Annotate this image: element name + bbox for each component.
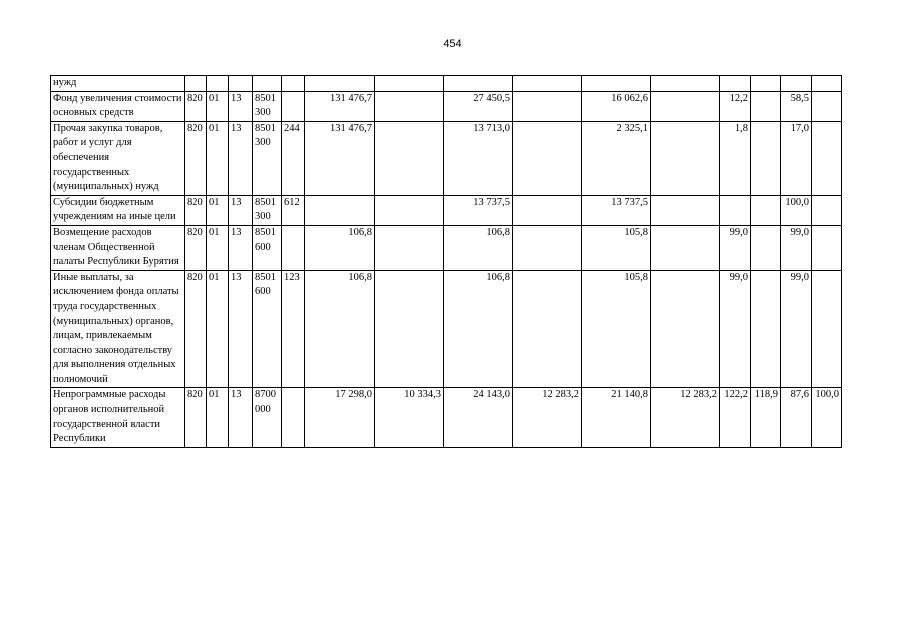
percent-1: 99,0 (720, 225, 751, 270)
amount-1: 106,8 (305, 225, 375, 270)
table-row (51, 195, 842, 225)
percent-1: 122,2 (720, 388, 751, 447)
amount-3: 13 713,0 (444, 121, 513, 195)
expense-type-code: 612 (282, 195, 305, 225)
ministry-code: 820 (185, 91, 207, 121)
target-article-code: 8501 300 (253, 121, 282, 195)
budget-table (50, 75, 842, 448)
amount-2: 10 334,3 (375, 388, 444, 447)
ministry-code: 820 (185, 225, 207, 270)
percent-2 (751, 195, 781, 225)
ministry-code: 820 (185, 121, 207, 195)
amount-6 (651, 91, 720, 121)
section-code: 01 (207, 91, 229, 121)
amount-6 (651, 121, 720, 195)
expense-type-code (282, 225, 305, 270)
amount-2 (375, 91, 444, 121)
section-code: 01 (207, 388, 229, 447)
percent-4 (812, 225, 842, 270)
percent-3: 87,6 (781, 388, 812, 447)
percent-1 (720, 76, 751, 92)
percent-4 (812, 270, 842, 388)
page-number: 454 (443, 38, 462, 50)
amount-3: 106,8 (444, 270, 513, 388)
subsection-code: 13 (229, 225, 253, 270)
percent-2 (751, 121, 781, 195)
section-code: 01 (207, 225, 229, 270)
subsection-code: 13 (229, 270, 253, 388)
percent-2 (751, 270, 781, 388)
table-row (51, 121, 842, 195)
percent-4 (812, 121, 842, 195)
amount-1: 17 298,0 (305, 388, 375, 447)
expense-type-code: 244 (282, 121, 305, 195)
subsection-code: 13 (229, 195, 253, 225)
percent-1: 12,2 (720, 91, 751, 121)
table-row (51, 76, 842, 92)
table-row (51, 225, 842, 270)
amount-2 (375, 225, 444, 270)
row-name: Субсидии бюджетным учреждениям на иные цели (51, 195, 185, 225)
target-article-code: 8501 600 (253, 225, 282, 270)
percent-3: 99,0 (781, 270, 812, 388)
row-name: Фонд увеличения стоимости основных средств (51, 91, 185, 121)
percent-1 (720, 195, 751, 225)
amount-4 (513, 121, 582, 195)
amount-4: 12 283,2 (513, 388, 582, 447)
row-name: Непрограммные расходы органов исполнительной государственной власти Республики (51, 388, 185, 447)
amount-1: 106,8 (305, 270, 375, 388)
amount-1 (305, 76, 375, 92)
ministry-code (185, 76, 207, 92)
percent-4 (812, 195, 842, 225)
table-row (51, 91, 842, 121)
expense-type-code (282, 91, 305, 121)
percent-3: 99,0 (781, 225, 812, 270)
amount-2 (375, 76, 444, 92)
amount-3: 24 143,0 (444, 388, 513, 447)
target-article-code (253, 76, 282, 92)
percent-4: 100,0 (812, 388, 842, 447)
percent-3: 58,5 (781, 91, 812, 121)
amount-5 (582, 76, 651, 92)
percent-3: 100,0 (781, 195, 812, 225)
amount-5: 13 737,5 (582, 195, 651, 225)
section-code: 01 (207, 195, 229, 225)
row-name: Возмещение расходов членам Общественной палаты Республики Бурятия (51, 225, 185, 270)
amount-4 (513, 225, 582, 270)
subsection-code (229, 76, 253, 92)
amount-4 (513, 91, 582, 121)
subsection-code: 13 (229, 388, 253, 447)
ministry-code: 820 (185, 270, 207, 388)
row-name: Иные выплаты, за исключением фонда оплаты труда государственных (муниципальных) органов, лицам, привлекаемым согласно законодательству для выполнения отдельных полномочий (51, 270, 185, 388)
expense-type-code (282, 76, 305, 92)
percent-3: 17,0 (781, 121, 812, 195)
percent-4 (812, 76, 842, 92)
percent-2 (751, 91, 781, 121)
amount-4 (513, 195, 582, 225)
percent-1: 1,8 (720, 121, 751, 195)
expense-type-code: 123 (282, 270, 305, 388)
row-name: Прочая закупка товаров, работ и услуг для обеспечения государственных (муниципальных) нужд (51, 121, 185, 195)
amount-6 (651, 270, 720, 388)
row-name: нужд (51, 76, 185, 92)
amount-5: 2 325,1 (582, 121, 651, 195)
percent-2 (751, 225, 781, 270)
amount-1 (305, 195, 375, 225)
amount-5: 105,8 (582, 225, 651, 270)
amount-6 (651, 225, 720, 270)
amount-3 (444, 76, 513, 92)
table-row (51, 270, 842, 388)
amount-1: 131 476,7 (305, 121, 375, 195)
amount-6 (651, 76, 720, 92)
percent-3 (781, 76, 812, 92)
amount-5: 16 062,6 (582, 91, 651, 121)
section-code: 01 (207, 121, 229, 195)
section-code: 01 (207, 270, 229, 388)
amount-5: 21 140,8 (582, 388, 651, 447)
ministry-code: 820 (185, 388, 207, 447)
target-article-code: 8501 300 (253, 195, 282, 225)
target-article-code: 8501 300 (253, 91, 282, 121)
ministry-code: 820 (185, 195, 207, 225)
amount-2 (375, 121, 444, 195)
percent-1: 99,0 (720, 270, 751, 388)
amount-1: 131 476,7 (305, 91, 375, 121)
amount-5: 105,8 (582, 270, 651, 388)
amount-4 (513, 270, 582, 388)
expense-type-code (282, 388, 305, 447)
amount-3: 27 450,5 (444, 91, 513, 121)
amount-6 (651, 195, 720, 225)
target-article-code: 8501 600 (253, 270, 282, 388)
amount-2 (375, 195, 444, 225)
percent-2 (751, 76, 781, 92)
table-row (51, 388, 842, 447)
percent-2: 118,9 (751, 388, 781, 447)
target-article-code: 8700 000 (253, 388, 282, 447)
amount-3: 13 737,5 (444, 195, 513, 225)
amount-4 (513, 76, 582, 92)
amount-2 (375, 270, 444, 388)
amount-6: 12 283,2 (651, 388, 720, 447)
amount-3: 106,8 (444, 225, 513, 270)
subsection-code: 13 (229, 91, 253, 121)
section-code (207, 76, 229, 92)
subsection-code: 13 (229, 121, 253, 195)
percent-4 (812, 91, 842, 121)
